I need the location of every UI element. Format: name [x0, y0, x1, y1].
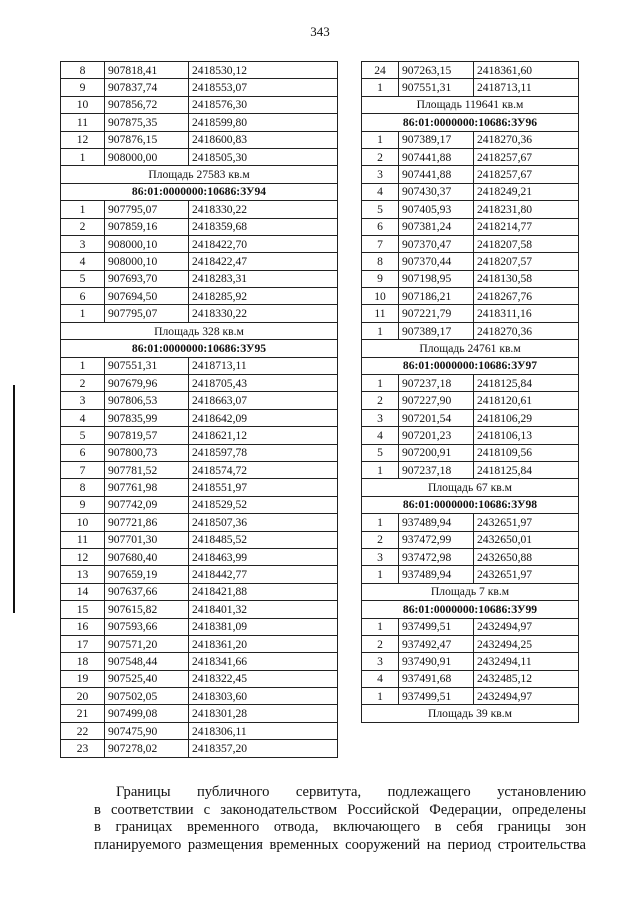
point-number: 11 — [61, 114, 105, 131]
parcel-area: Площадь 24761 кв.м — [362, 340, 579, 357]
x-coordinate: 907441,88 — [399, 148, 474, 165]
point-number: 4 — [362, 183, 399, 200]
point-number: 1 — [61, 357, 105, 374]
y-coordinate: 2432494,11 — [474, 653, 579, 670]
x-coordinate: 907875,35 — [105, 114, 189, 131]
point-number: 8 — [61, 62, 105, 79]
x-coordinate: 937490,91 — [399, 653, 474, 670]
parcel-cadastral-number: 86:01:0000000:10686:ЗУ98 — [362, 496, 579, 513]
y-coordinate: 2432651,97 — [474, 566, 579, 583]
point-number: 24 — [362, 62, 399, 79]
point-number: 7 — [61, 461, 105, 478]
x-coordinate: 907201,54 — [399, 409, 474, 426]
x-coordinate: 907819,57 — [105, 427, 189, 444]
y-coordinate: 2418285,92 — [189, 288, 338, 305]
x-coordinate: 907551,31 — [105, 357, 189, 374]
table-row — [362, 375, 579, 392]
y-coordinate: 2418359,68 — [189, 218, 338, 235]
table-row — [362, 201, 579, 218]
y-coordinate: 2418120,61 — [474, 392, 579, 409]
table-row — [61, 288, 338, 305]
y-coordinate: 2418597,78 — [189, 444, 338, 461]
y-coordinate: 2418322,45 — [189, 670, 338, 687]
y-coordinate: 2418421,88 — [189, 583, 338, 600]
x-coordinate: 907441,88 — [399, 166, 474, 183]
area-row — [362, 96, 579, 113]
point-number: 10 — [61, 96, 105, 113]
point-number: 6 — [61, 288, 105, 305]
y-coordinate: 2432494,97 — [474, 618, 579, 635]
table-row — [362, 62, 579, 79]
point-number: 17 — [61, 635, 105, 652]
y-coordinate: 2418381,09 — [189, 618, 338, 635]
point-number: 9 — [61, 496, 105, 513]
table-row — [61, 427, 338, 444]
area-row — [362, 479, 579, 496]
table-row — [362, 166, 579, 183]
parcel-header-row — [362, 496, 579, 513]
y-coordinate: 2418106,29 — [474, 409, 579, 426]
x-coordinate: 907278,02 — [105, 740, 189, 757]
x-coordinate: 907571,20 — [105, 635, 189, 652]
table-row — [61, 375, 338, 392]
area-row — [61, 322, 338, 339]
table-row — [362, 253, 579, 270]
y-coordinate: 2418231,80 — [474, 201, 579, 218]
parcel-area: Площадь 39 кв.м — [362, 705, 579, 722]
x-coordinate: 907237,18 — [399, 375, 474, 392]
x-coordinate: 907389,17 — [399, 131, 474, 148]
point-number: 2 — [61, 218, 105, 235]
point-number: 1 — [362, 79, 399, 96]
paragraph-line: Границы публичного сервитута, подлежащего установлению — [116, 784, 586, 800]
area-row — [61, 166, 338, 183]
x-coordinate: 907818,41 — [105, 62, 189, 79]
point-number: 14 — [61, 583, 105, 600]
y-coordinate: 2432651,97 — [474, 514, 579, 531]
y-coordinate: 2418270,36 — [474, 131, 579, 148]
table-row — [362, 531, 579, 548]
point-number: 1 — [61, 305, 105, 322]
point-number: 1 — [61, 201, 105, 218]
y-coordinate: 2418283,31 — [189, 270, 338, 287]
y-coordinate: 2418553,07 — [189, 79, 338, 96]
y-coordinate: 2418422,70 — [189, 235, 338, 252]
y-coordinate: 2418207,57 — [474, 253, 579, 270]
x-coordinate: 907548,44 — [105, 653, 189, 670]
point-number: 1 — [362, 375, 399, 392]
table-row — [61, 392, 338, 409]
table-row — [362, 688, 579, 705]
parcel-header-row — [61, 340, 338, 357]
y-coordinate: 2418214,77 — [474, 218, 579, 235]
point-number: 15 — [61, 601, 105, 618]
point-number: 4 — [61, 253, 105, 270]
table-row — [362, 148, 579, 165]
table-row — [61, 670, 338, 687]
table-row — [362, 618, 579, 635]
table-row — [61, 705, 338, 722]
y-coordinate: 2418267,76 — [474, 288, 579, 305]
y-coordinate: 2418257,67 — [474, 148, 579, 165]
y-coordinate: 2418341,66 — [189, 653, 338, 670]
point-number: 1 — [61, 148, 105, 165]
x-coordinate: 907430,37 — [399, 183, 474, 200]
y-coordinate: 2418301,28 — [189, 705, 338, 722]
coordinates-table-right — [361, 61, 579, 723]
x-coordinate: 908000,10 — [105, 253, 189, 270]
table-row — [61, 305, 338, 322]
y-coordinate: 2418663,07 — [189, 392, 338, 409]
y-coordinate: 2418330,22 — [189, 201, 338, 218]
y-coordinate: 2418551,97 — [189, 479, 338, 496]
point-number: 2 — [61, 375, 105, 392]
point-number: 3 — [362, 409, 399, 426]
page-number: 343 — [310, 24, 330, 39]
y-coordinate: 2418311,16 — [474, 305, 579, 322]
table-row — [61, 131, 338, 148]
x-coordinate: 907837,74 — [105, 79, 189, 96]
point-number: 3 — [61, 235, 105, 252]
x-coordinate: 907263,15 — [399, 62, 474, 79]
table-row — [362, 392, 579, 409]
x-coordinate: 937472,98 — [399, 548, 474, 565]
table-row — [61, 409, 338, 426]
x-coordinate: 907835,99 — [105, 409, 189, 426]
table-row — [61, 514, 338, 531]
parcel-header-row — [362, 357, 579, 374]
point-number: 8 — [362, 253, 399, 270]
x-coordinate: 907761,98 — [105, 479, 189, 496]
y-coordinate: 2418530,12 — [189, 62, 338, 79]
x-coordinate: 937499,51 — [399, 688, 474, 705]
point-number: 6 — [362, 218, 399, 235]
x-coordinate: 907693,70 — [105, 270, 189, 287]
point-number: 2 — [362, 392, 399, 409]
y-coordinate: 2418574,72 — [189, 461, 338, 478]
y-coordinate: 2418130,58 — [474, 270, 579, 287]
table-row — [362, 653, 579, 670]
point-number: 2 — [362, 148, 399, 165]
point-number: 23 — [61, 740, 105, 757]
point-number: 1 — [362, 461, 399, 478]
x-coordinate: 907856,72 — [105, 96, 189, 113]
area-row — [362, 705, 579, 722]
margin-rule — [13, 385, 15, 613]
y-coordinate: 2418303,60 — [189, 688, 338, 705]
y-coordinate: 2418505,30 — [189, 148, 338, 165]
table-row — [61, 148, 338, 165]
area-row — [362, 583, 579, 600]
x-coordinate: 907593,66 — [105, 618, 189, 635]
point-number: 1 — [362, 618, 399, 635]
parcel-cadastral-number: 86:01:0000000:10686:ЗУ99 — [362, 601, 579, 618]
table-row — [61, 531, 338, 548]
x-coordinate: 907221,79 — [399, 305, 474, 322]
x-coordinate: 907525,40 — [105, 670, 189, 687]
point-number: 11 — [362, 305, 399, 322]
parcel-area: Площадь 27583 кв.м — [61, 166, 338, 183]
y-coordinate: 2418109,56 — [474, 444, 579, 461]
x-coordinate: 908000,10 — [105, 235, 189, 252]
x-coordinate: 907795,07 — [105, 305, 189, 322]
table-row — [61, 618, 338, 635]
x-coordinate: 907781,52 — [105, 461, 189, 478]
x-coordinate: 937489,94 — [399, 514, 474, 531]
table-row — [61, 461, 338, 478]
point-number: 22 — [61, 722, 105, 739]
x-coordinate: 907806,53 — [105, 392, 189, 409]
point-number: 2 — [362, 531, 399, 548]
table-row — [362, 235, 579, 252]
point-number: 12 — [61, 548, 105, 565]
point-number: 16 — [61, 618, 105, 635]
y-coordinate: 2418621,12 — [189, 427, 338, 444]
table-row — [362, 461, 579, 478]
point-number: 18 — [61, 653, 105, 670]
table-row — [61, 96, 338, 113]
parcel-header-row — [362, 114, 579, 131]
point-number: 5 — [61, 270, 105, 287]
table-row — [362, 131, 579, 148]
x-coordinate: 907237,18 — [399, 461, 474, 478]
table-row — [362, 288, 579, 305]
y-coordinate: 2418361,60 — [474, 62, 579, 79]
point-number: 3 — [362, 548, 399, 565]
y-coordinate: 2418600,83 — [189, 131, 338, 148]
y-coordinate: 2432494,97 — [474, 688, 579, 705]
table-row — [362, 218, 579, 235]
point-number: 13 — [61, 566, 105, 583]
point-number: 21 — [61, 705, 105, 722]
y-coordinate: 2418249,21 — [474, 183, 579, 200]
table-row — [362, 183, 579, 200]
parcel-cadastral-number: 86:01:0000000:10686:ЗУ97 — [362, 357, 579, 374]
paragraph-line: в соответствии с законодательством Российской Федерации, определены — [94, 801, 586, 818]
point-number: 20 — [61, 688, 105, 705]
point-number: 5 — [362, 201, 399, 218]
point-number: 19 — [61, 670, 105, 687]
parcel-area: Площадь 7 кв.м — [362, 583, 579, 600]
y-coordinate: 2432650,88 — [474, 548, 579, 565]
table-row — [61, 270, 338, 287]
y-coordinate: 2432485,12 — [474, 670, 579, 687]
table-row — [61, 444, 338, 461]
table-row — [61, 583, 338, 600]
x-coordinate: 907201,23 — [399, 427, 474, 444]
body-paragraph — [94, 784, 586, 854]
point-number: 3 — [362, 166, 399, 183]
table-row — [362, 566, 579, 583]
parcel-area: Площадь 67 кв.м — [362, 479, 579, 496]
point-number: 1 — [362, 514, 399, 531]
table-row — [362, 548, 579, 565]
area-row — [362, 340, 579, 357]
table-row — [61, 653, 338, 670]
x-coordinate: 907370,44 — [399, 253, 474, 270]
coordinates-table-left — [60, 61, 338, 758]
table-row — [61, 114, 338, 131]
table-row — [61, 218, 338, 235]
y-coordinate: 2432650,01 — [474, 531, 579, 548]
parcel-header-row — [362, 601, 579, 618]
point-number: 3 — [61, 392, 105, 409]
x-coordinate: 907679,96 — [105, 375, 189, 392]
point-number: 5 — [362, 444, 399, 461]
table-row — [362, 322, 579, 339]
point-number: 4 — [61, 409, 105, 426]
y-coordinate: 2418125,84 — [474, 375, 579, 392]
point-number: 6 — [61, 444, 105, 461]
parcel-area: Площадь 328 кв.м — [61, 322, 338, 339]
x-coordinate: 907742,09 — [105, 496, 189, 513]
paragraph-line: планируемого размещения временных сооружений на период строительства — [94, 836, 586, 853]
y-coordinate: 2418257,67 — [474, 166, 579, 183]
parcel-header-row — [61, 183, 338, 200]
table-row — [61, 548, 338, 565]
y-coordinate: 2432494,25 — [474, 635, 579, 652]
x-coordinate: 907370,47 — [399, 235, 474, 252]
y-coordinate: 2418270,36 — [474, 322, 579, 339]
y-coordinate: 2418306,11 — [189, 722, 338, 739]
table-row — [61, 688, 338, 705]
table-row — [61, 722, 338, 739]
point-number: 11 — [61, 531, 105, 548]
y-coordinate: 2418330,22 — [189, 305, 338, 322]
point-number: 1 — [362, 688, 399, 705]
x-coordinate: 907227,90 — [399, 392, 474, 409]
point-number: 2 — [362, 635, 399, 652]
x-coordinate: 907800,73 — [105, 444, 189, 461]
y-coordinate: 2418576,30 — [189, 96, 338, 113]
y-coordinate: 2418125,84 — [474, 461, 579, 478]
table-row — [61, 601, 338, 618]
y-coordinate: 2418442,77 — [189, 566, 338, 583]
y-coordinate: 2418642,09 — [189, 409, 338, 426]
y-coordinate: 2418357,20 — [189, 740, 338, 757]
paragraph-line: в границах временного отвода, включающего в себя границы зон — [94, 819, 586, 835]
table-row — [61, 635, 338, 652]
x-coordinate: 907389,17 — [399, 322, 474, 339]
y-coordinate: 2418401,32 — [189, 601, 338, 618]
table-row — [362, 427, 579, 444]
table-row — [61, 357, 338, 374]
table-row — [61, 566, 338, 583]
point-number: 10 — [362, 288, 399, 305]
x-coordinate: 907637,66 — [105, 583, 189, 600]
table-row — [61, 253, 338, 270]
point-number: 5 — [61, 427, 105, 444]
table-row — [61, 201, 338, 218]
table-row — [61, 479, 338, 496]
x-coordinate: 907615,82 — [105, 601, 189, 618]
x-coordinate: 907186,21 — [399, 288, 474, 305]
x-coordinate: 937491,68 — [399, 670, 474, 687]
x-coordinate: 907701,30 — [105, 531, 189, 548]
y-coordinate: 2418507,36 — [189, 514, 338, 531]
x-coordinate: 937499,51 — [399, 618, 474, 635]
table-row — [362, 79, 579, 96]
y-coordinate: 2418361,20 — [189, 635, 338, 652]
x-coordinate: 907680,40 — [105, 548, 189, 565]
y-coordinate: 2418207,58 — [474, 235, 579, 252]
table-row — [61, 235, 338, 252]
x-coordinate: 937492,47 — [399, 635, 474, 652]
parcel-area: Площадь 119641 кв.м — [362, 96, 579, 113]
x-coordinate: 907499,08 — [105, 705, 189, 722]
point-number: 7 — [362, 235, 399, 252]
parcel-cadastral-number: 86:01:0000000:10686:ЗУ95 — [61, 340, 338, 357]
point-number: 3 — [362, 653, 399, 670]
x-coordinate: 907502,05 — [105, 688, 189, 705]
x-coordinate: 937489,94 — [399, 566, 474, 583]
point-number: 4 — [362, 670, 399, 687]
y-coordinate: 2418705,43 — [189, 375, 338, 392]
x-coordinate: 937472,99 — [399, 531, 474, 548]
x-coordinate: 907475,90 — [105, 722, 189, 739]
x-coordinate: 907795,07 — [105, 201, 189, 218]
y-coordinate: 2418485,52 — [189, 531, 338, 548]
point-number: 9 — [61, 79, 105, 96]
point-number: 10 — [61, 514, 105, 531]
y-coordinate: 2418713,11 — [189, 357, 338, 374]
point-number: 9 — [362, 270, 399, 287]
x-coordinate: 908000,00 — [105, 148, 189, 165]
y-coordinate: 2418599,80 — [189, 114, 338, 131]
x-coordinate: 907551,31 — [399, 79, 474, 96]
x-coordinate: 907659,19 — [105, 566, 189, 583]
x-coordinate: 907721,86 — [105, 514, 189, 531]
y-coordinate: 2418529,52 — [189, 496, 338, 513]
x-coordinate: 907198,95 — [399, 270, 474, 287]
table-row — [362, 635, 579, 652]
parcel-cadastral-number: 86:01:0000000:10686:ЗУ94 — [61, 183, 338, 200]
x-coordinate: 907200,91 — [399, 444, 474, 461]
table-row — [362, 444, 579, 461]
table-row — [362, 409, 579, 426]
x-coordinate: 907694,50 — [105, 288, 189, 305]
table-row — [61, 740, 338, 757]
point-number: 1 — [362, 566, 399, 583]
y-coordinate: 2418106,13 — [474, 427, 579, 444]
point-number: 4 — [362, 427, 399, 444]
x-coordinate: 907381,24 — [399, 218, 474, 235]
table-row — [362, 670, 579, 687]
x-coordinate: 907876,15 — [105, 131, 189, 148]
parcel-cadastral-number: 86:01:0000000:10686:ЗУ96 — [362, 114, 579, 131]
point-number: 12 — [61, 131, 105, 148]
table-row — [362, 514, 579, 531]
x-coordinate: 907405,93 — [399, 201, 474, 218]
point-number: 8 — [61, 479, 105, 496]
point-number: 1 — [362, 131, 399, 148]
x-coordinate: 907859,16 — [105, 218, 189, 235]
table-row — [61, 79, 338, 96]
table-row — [61, 496, 338, 513]
table-row — [362, 270, 579, 287]
table-row — [362, 305, 579, 322]
table-row — [61, 62, 338, 79]
y-coordinate: 2418713,11 — [474, 79, 579, 96]
y-coordinate: 2418422,47 — [189, 253, 338, 270]
point-number: 1 — [362, 322, 399, 339]
y-coordinate: 2418463,99 — [189, 548, 338, 565]
